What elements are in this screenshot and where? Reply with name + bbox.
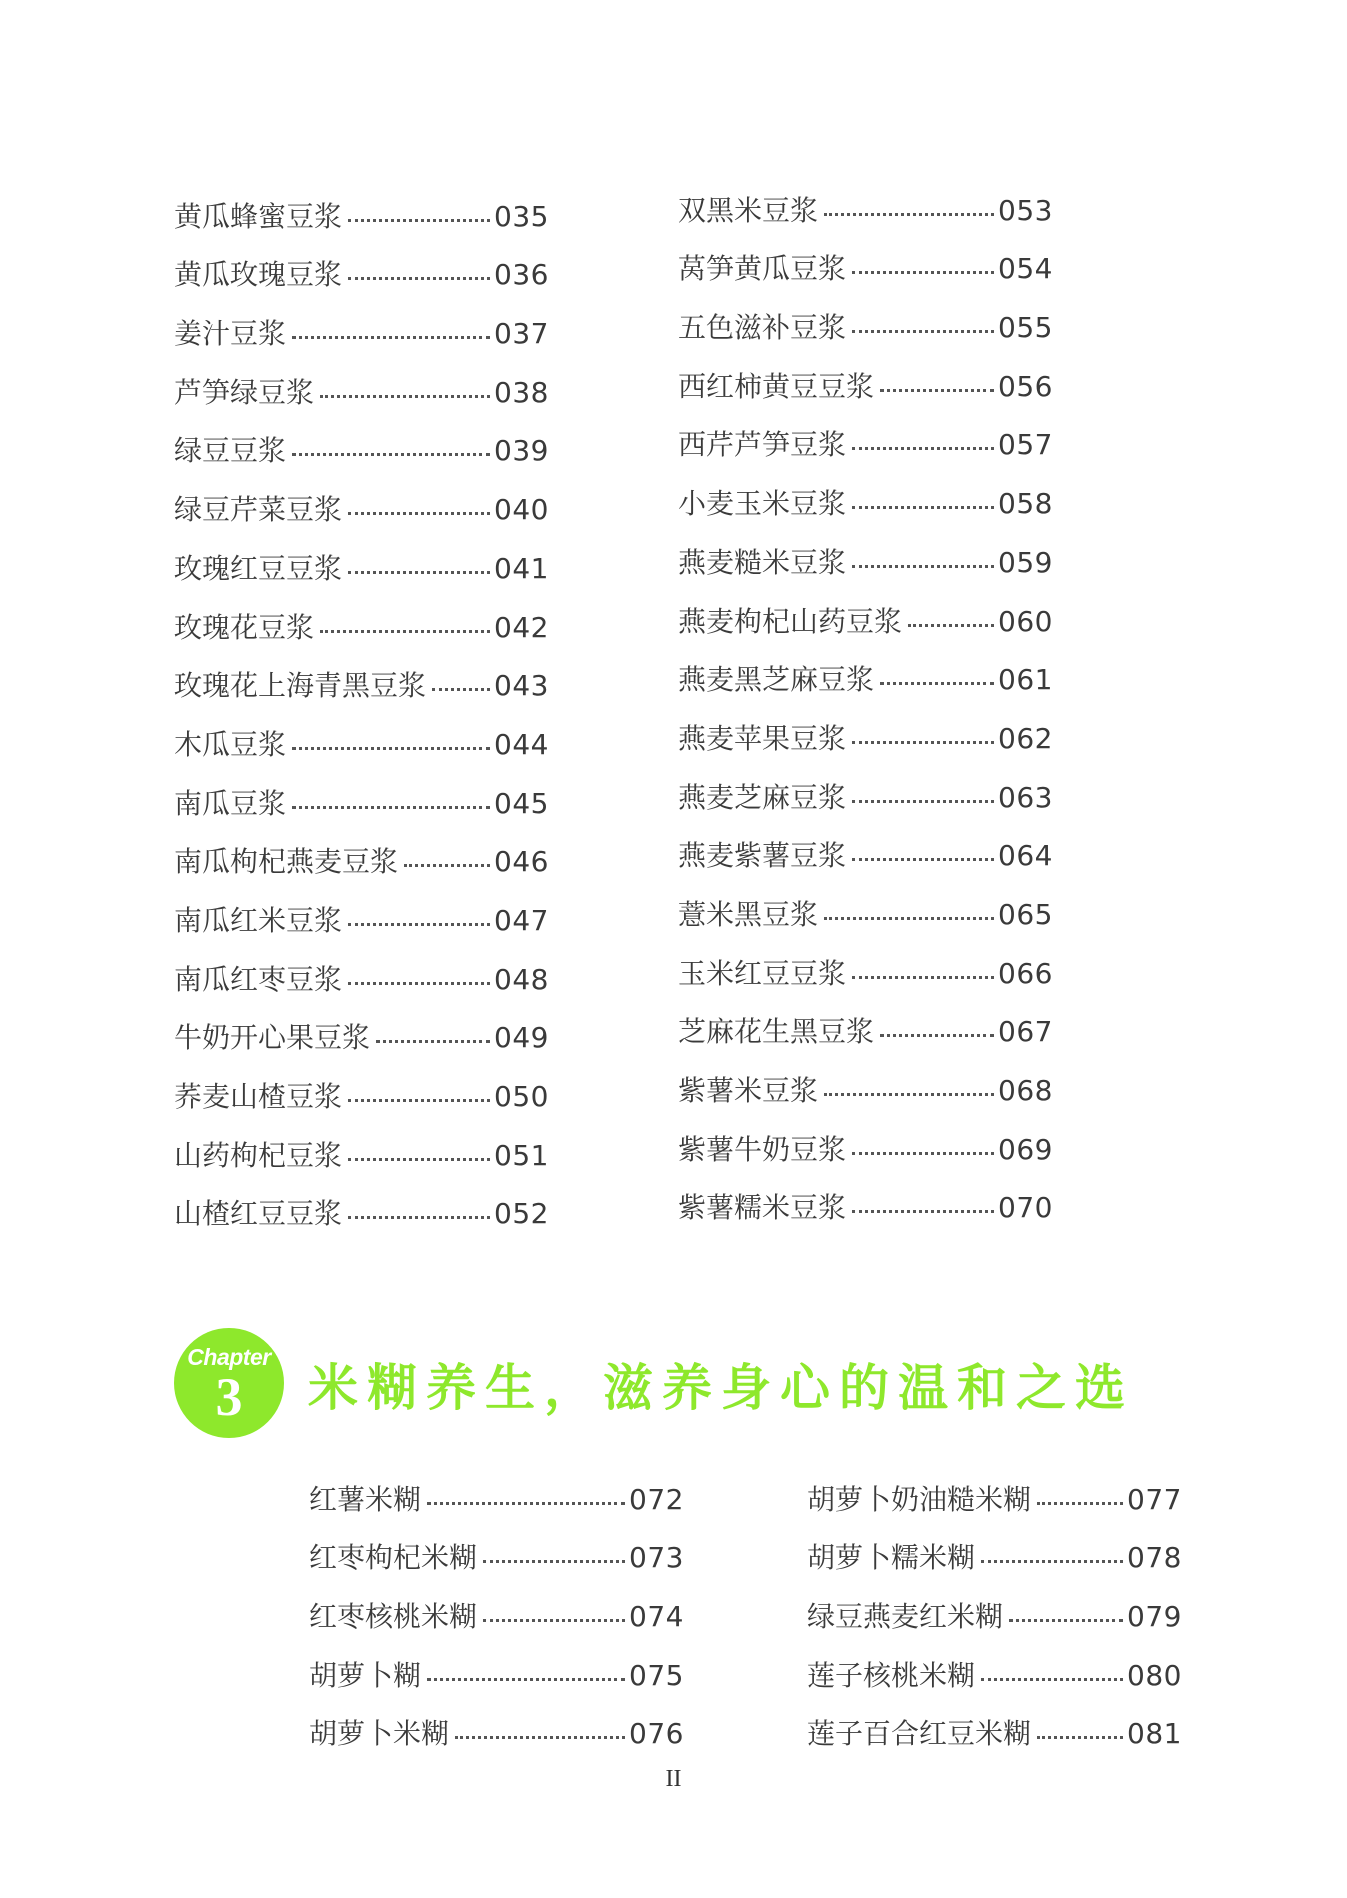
toc-entry[interactable] — [309, 1572, 684, 1634]
toc-entry-page: 053 — [998, 193, 1053, 227]
toc-entry-page: 035 — [494, 199, 549, 233]
toc-entry-title: 燕麦紫薯豆浆 — [678, 839, 847, 873]
dot-leader — [320, 395, 490, 398]
toc-entry-page: 057 — [998, 428, 1053, 462]
page-number: II — [665, 1766, 682, 1792]
toc-entry-page: 064 — [998, 839, 1053, 873]
toc-entry[interactable] — [309, 1455, 684, 1514]
toc-entry-title: 莴笋黄瓜豆浆 — [678, 252, 847, 286]
toc-entry[interactable] — [174, 700, 549, 759]
dot-leader — [292, 747, 490, 750]
toc-entry[interactable] — [174, 289, 549, 351]
toc-entry-title: 玉米红豆豆浆 — [678, 956, 847, 990]
toc-entry[interactable] — [174, 231, 549, 290]
toc-entry[interactable] — [678, 929, 1053, 988]
chapter-badge — [174, 1328, 284, 1438]
toc-entry[interactable] — [807, 1514, 1182, 1573]
toc-entry[interactable] — [174, 1052, 549, 1111]
dot-leader — [1009, 1619, 1123, 1622]
chapter3-left-column — [309, 1455, 684, 1751]
dot-leader — [852, 858, 994, 861]
dot-leader — [320, 630, 490, 633]
toc-entry-page: 050 — [494, 1080, 549, 1113]
toc-entry-title: 胡萝卜糊 — [309, 1658, 422, 1692]
dot-leader — [427, 1678, 625, 1681]
dot-leader — [455, 1736, 625, 1739]
toc-entry-title: 绿豆燕麦红米糊 — [807, 1600, 1004, 1634]
toc-entry[interactable] — [807, 1631, 1182, 1690]
toc-entry-title: 黄瓜玫瑰豆浆 — [174, 258, 343, 292]
dot-leader — [1037, 1502, 1123, 1505]
toc-entry-page: 075 — [629, 1658, 684, 1692]
dot-leader — [427, 1502, 625, 1505]
toc-entry[interactable] — [678, 518, 1053, 577]
toc-entry[interactable] — [678, 577, 1053, 636]
toc-entry-page: 042 — [494, 610, 549, 644]
toc-entry-page: 055 — [998, 311, 1053, 345]
toc-entry-page: 058 — [998, 487, 1053, 521]
toc-entry[interactable] — [174, 172, 549, 231]
toc-entry-title: 胡萝卜米糊 — [309, 1717, 450, 1751]
toc-entry[interactable] — [678, 988, 1053, 1047]
toc-entry[interactable] — [678, 459, 1053, 521]
toc-entry-page: 076 — [629, 1717, 684, 1751]
toc-entry-page: 052 — [494, 1197, 549, 1231]
toc-entry[interactable] — [174, 348, 549, 407]
toc-right-column — [678, 166, 1053, 1225]
dot-leader — [348, 512, 490, 515]
toc-entry[interactable] — [807, 1572, 1182, 1634]
toc-entry[interactable] — [678, 283, 1053, 345]
dot-leader — [824, 1093, 994, 1096]
dot-leader — [852, 1152, 994, 1155]
toc-entry-page: 056 — [998, 369, 1053, 403]
dot-leader — [432, 688, 490, 691]
toc-entry-page: 062 — [998, 721, 1053, 755]
toc-entry-page: 039 — [494, 434, 549, 468]
toc-left-column — [174, 172, 549, 1231]
toc-entry[interactable] — [309, 1631, 684, 1690]
toc-entry-page: 080 — [1127, 1658, 1182, 1692]
toc-entry-title: 燕麦苹果豆浆 — [678, 721, 847, 755]
dot-leader — [824, 917, 994, 920]
toc-entry[interactable] — [174, 818, 549, 877]
toc-entry[interactable] — [807, 1455, 1182, 1514]
chapter-title: 米糊养生，滋养身心的温和之选 — [308, 1358, 1134, 1417]
dot-leader — [981, 1678, 1123, 1681]
toc-entry[interactable] — [678, 870, 1053, 929]
toc-entry-title: 南瓜红枣豆浆 — [174, 962, 343, 996]
toc-entry-title: 胡萝卜奶油糙米糊 — [807, 1482, 1032, 1516]
dot-leader — [852, 976, 994, 979]
toc-entry-title: 姜汁豆浆 — [174, 317, 287, 351]
toc-entry[interactable] — [174, 994, 549, 1053]
toc-entry[interactable] — [678, 225, 1053, 284]
dot-leader — [852, 271, 994, 274]
toc-entry[interactable] — [678, 694, 1053, 753]
toc-entry-title: 山药枸杞豆浆 — [174, 1138, 343, 1172]
toc-entry[interactable] — [678, 166, 1053, 225]
toc-entry-title: 黄瓜蜂蜜豆浆 — [174, 199, 343, 233]
toc-entry-title: 绿豆芹菜豆浆 — [174, 493, 343, 527]
toc-entry[interactable] — [174, 407, 549, 466]
toc-entry[interactable] — [678, 1046, 1053, 1105]
chapter-badge-label: Chapter — [187, 1344, 271, 1370]
toc-entry-page: 067 — [998, 1015, 1053, 1049]
toc-entry-page: 079 — [1127, 1600, 1182, 1634]
toc-entry-page: 069 — [998, 1132, 1053, 1166]
dot-leader — [852, 330, 994, 333]
toc-entry-title: 红枣枸杞米糊 — [309, 1541, 478, 1575]
dot-leader — [1037, 1736, 1123, 1739]
toc-entry-title: 木瓜豆浆 — [174, 727, 287, 761]
toc-entry-title: 红薯米糊 — [309, 1482, 422, 1516]
toc-entry[interactable] — [678, 636, 1053, 695]
toc-entry[interactable] — [678, 753, 1053, 812]
dot-leader — [376, 1040, 490, 1043]
dot-leader — [348, 571, 490, 574]
toc-entry[interactable] — [678, 342, 1053, 401]
dot-leader — [852, 800, 994, 803]
toc-entry-page: 054 — [998, 252, 1053, 286]
toc-entry-title: 紫薯牛奶豆浆 — [678, 1132, 847, 1166]
toc-entry-title: 玫瑰花豆浆 — [174, 610, 315, 644]
toc-entry[interactable] — [174, 759, 549, 818]
toc-entry-title: 牛奶开心果豆浆 — [174, 1021, 371, 1055]
dot-leader — [483, 1619, 625, 1622]
dot-leader — [880, 1034, 994, 1037]
dot-leader — [880, 682, 994, 685]
dot-leader — [348, 923, 490, 926]
toc-entry-title: 荞麦山楂豆浆 — [174, 1080, 343, 1113]
toc-entry-page: 059 — [998, 545, 1053, 579]
toc-entry-title: 南瓜豆浆 — [174, 786, 287, 820]
toc-entry-title: 红枣核桃米糊 — [309, 1600, 478, 1634]
toc-entry[interactable] — [174, 1170, 549, 1229]
toc-entry-page: 078 — [1127, 1541, 1182, 1575]
toc-entry[interactable] — [174, 642, 549, 701]
toc-entry-page: 049 — [494, 1021, 549, 1055]
toc-entry-page: 074 — [629, 1600, 684, 1634]
toc-entry[interactable] — [174, 465, 549, 527]
toc-entry-title: 胡萝卜糯米糊 — [807, 1541, 976, 1575]
toc-entry-page: 043 — [494, 669, 549, 703]
dot-leader — [880, 389, 994, 392]
dot-leader — [981, 1560, 1123, 1563]
toc-entry-title: 紫薯糯米豆浆 — [678, 1191, 847, 1225]
toc-entry-title: 燕麦糙米豆浆 — [678, 545, 847, 579]
toc-entry-title: 芝麻花生黑豆浆 — [678, 1015, 875, 1049]
toc-entry-page: 070 — [998, 1191, 1053, 1225]
toc-entry[interactable] — [678, 812, 1053, 871]
dot-leader — [292, 453, 490, 456]
toc-entry-page: 040 — [494, 493, 549, 527]
toc-entry-page: 051 — [494, 1138, 549, 1172]
dot-leader — [404, 864, 490, 867]
toc-entry-title: 莲子核桃米糊 — [807, 1658, 976, 1692]
toc-entry-title: 薏米黑豆浆 — [678, 897, 819, 931]
toc-entry-page: 041 — [494, 551, 549, 585]
dot-leader — [348, 1158, 490, 1161]
dot-leader — [852, 1210, 994, 1213]
toc-entry[interactable] — [309, 1514, 684, 1573]
dot-leader — [908, 624, 994, 627]
chapter3-right-column — [807, 1455, 1182, 1751]
toc-entry-page: 072 — [629, 1482, 684, 1516]
toc-entry-page: 037 — [494, 317, 549, 351]
toc-entry-page: 060 — [998, 604, 1053, 638]
toc-entry-title: 南瓜枸杞燕麦豆浆 — [174, 845, 399, 879]
toc-entry-title: 山楂红豆豆浆 — [174, 1197, 343, 1231]
toc-entry-page: 068 — [998, 1074, 1053, 1107]
chapter-badge-number: 3 — [215, 1367, 243, 1427]
toc-entry-page: 036 — [494, 258, 549, 292]
dot-leader — [852, 741, 994, 744]
toc-entry[interactable] — [807, 1690, 1182, 1749]
toc-entry-page: 045 — [494, 786, 549, 820]
toc-entry-title: 燕麦芝麻豆浆 — [678, 780, 847, 814]
toc-entry-page: 077 — [1127, 1482, 1182, 1516]
toc-entry-title: 莲子百合红豆米糊 — [807, 1717, 1032, 1751]
dot-leader — [292, 336, 490, 339]
toc-entry[interactable] — [678, 1105, 1053, 1164]
toc-entry-page: 065 — [998, 897, 1053, 931]
dot-leader — [292, 806, 490, 809]
dot-leader — [483, 1560, 625, 1563]
toc-entry[interactable] — [174, 1111, 549, 1170]
toc-entry-page: 048 — [494, 962, 549, 996]
toc-entry-page: 046 — [494, 845, 549, 879]
dot-leader — [348, 277, 490, 280]
toc-entry-title: 紫薯米豆浆 — [678, 1074, 819, 1107]
dot-leader — [852, 565, 994, 568]
toc-entry-page: 044 — [494, 727, 549, 761]
toc-entry[interactable] — [174, 524, 549, 583]
toc-entry-title: 西芹芦笋豆浆 — [678, 428, 847, 462]
toc-entry[interactable] — [678, 401, 1053, 460]
toc-entry-title: 双黑米豆浆 — [678, 193, 819, 227]
toc-entry[interactable] — [174, 876, 549, 935]
toc-entry-title: 玫瑰红豆豆浆 — [174, 551, 343, 585]
toc-entry-title: 芦笋绿豆浆 — [174, 375, 315, 409]
toc-entry-title: 五色滋补豆浆 — [678, 311, 847, 345]
dot-leader — [348, 1099, 490, 1102]
toc-entry-title: 绿豆豆浆 — [174, 434, 287, 468]
toc-entry-title: 燕麦枸杞山药豆浆 — [678, 604, 903, 638]
dot-leader — [348, 219, 490, 222]
toc-entry-page: 047 — [494, 903, 549, 937]
toc-entry-title: 小麦玉米豆浆 — [678, 487, 847, 521]
toc-entry-page: 061 — [998, 663, 1053, 697]
toc-entry-page: 063 — [998, 780, 1053, 814]
dot-leader — [852, 506, 994, 509]
toc-entry-page: 038 — [494, 375, 549, 409]
dot-leader — [348, 982, 490, 985]
toc-entry[interactable] — [174, 583, 549, 642]
toc-entry[interactable] — [174, 935, 549, 994]
toc-entry-title: 西红柿黄豆豆浆 — [678, 369, 875, 403]
toc-entry-title: 燕麦黑芝麻豆浆 — [678, 663, 875, 697]
toc-entry-title: 南瓜红米豆浆 — [174, 903, 343, 937]
toc-entry-title: 玫瑰花上海青黑豆浆 — [174, 669, 427, 703]
dot-leader — [852, 447, 994, 450]
toc-entry-page: 073 — [629, 1541, 684, 1575]
toc-entry-page: 066 — [998, 956, 1053, 990]
dot-leader — [824, 213, 994, 216]
toc-entry[interactable] — [678, 1164, 1053, 1223]
dot-leader — [348, 1216, 490, 1219]
toc-entry-page: 081 — [1127, 1717, 1182, 1751]
toc-entry[interactable] — [309, 1690, 684, 1749]
